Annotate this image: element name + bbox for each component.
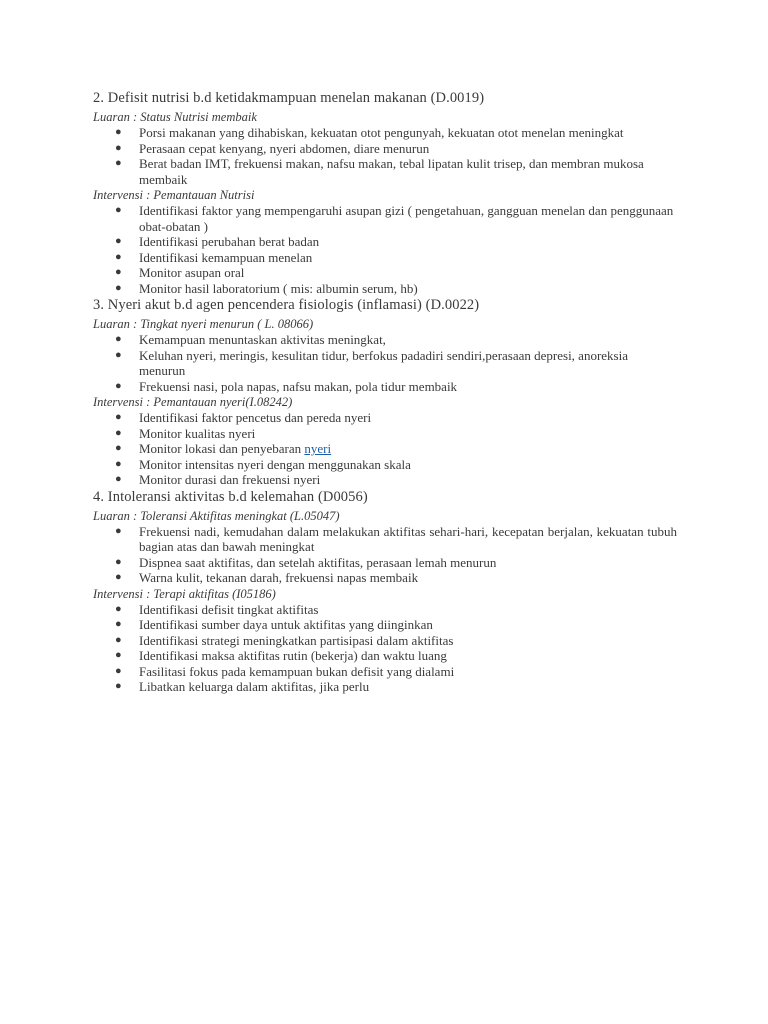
intervensi-label: Intervensi : Pemantauan Nutrisi (93, 188, 255, 202)
bullet-icon: ● (115, 680, 122, 692)
section-intoleransi-aktivitas (93, 488, 677, 695)
bullet-icon: ● (115, 602, 122, 615)
bullet-icon: ● (115, 281, 122, 294)
bullet-icon: ● (115, 126, 122, 138)
luaran-list (93, 125, 677, 187)
luaran-label: Luaran : Status Nutrisi membaik (93, 110, 257, 124)
list-item: ● Monitor intensitas nyeri dengan menggunakan skala (115, 456, 411, 472)
list-item: ● Monitor kualitas nyeri (115, 425, 256, 441)
section-heading: 2. Defisit nutrisi b.d ketidakmampuan menelan makanan (D.0019) (93, 90, 485, 106)
list-item: ● Identifikasi sumber daya untuk aktifitas yang diinginkan (115, 617, 433, 632)
list-item: ● Identifikasi strategi meningkatkan partisipasi dalam aktifitas (115, 632, 454, 648)
bullet-icon: ● (115, 379, 122, 392)
list-item: ● Keluhan nyeri, meringis, kesulitan tidur, berfokus padadiri sendiri,perasaan depresi, anoreksia menurun (115, 347, 628, 378)
bullet-icon: ● (115, 426, 122, 439)
bullet-icon: ● (115, 649, 122, 661)
bullet-icon: ● (115, 442, 122, 454)
bullet-icon: ● (115, 457, 122, 470)
list-item: ● Porsi makanan yang dihabiskan, kekuatan otot pengunyah, kekuatan otot menelan meningkat (115, 125, 624, 140)
section-nyeri-akut (93, 296, 677, 488)
list-item: ● Perasaan cepat kenyang, nyeri abdomen, diare menurun (115, 140, 430, 156)
bullet-icon: ● (115, 250, 122, 263)
list-item: ● Identifikasi kemampuan menelan (115, 249, 313, 265)
list-item: ● Monitor hasil laboratorium ( mis: albumin serum, hb) (115, 280, 418, 296)
bullet-icon: ● (115, 633, 122, 646)
luaran-list (93, 332, 677, 394)
list-item: ● Identifikasi faktor yang mempengaruhi asupan gizi ( pengetahuan, gangguan menelan dan penggunaan obat-obatan ) (115, 203, 674, 234)
bullet-icon: ● (115, 348, 122, 361)
section-defisit-nutrisi (93, 89, 677, 296)
list-item: ● Identifikasi defisit tingkat aktifitas (115, 601, 319, 617)
bullet-icon: ● (115, 235, 122, 247)
bullet-icon: ● (115, 333, 122, 345)
list-item: ● Frekuensi nasi, pola napas, nafsu makan, pola tidur membaik (115, 378, 458, 394)
list-item: ● Kemampuan menuntaskan aktivitas meningkat, (115, 332, 386, 347)
luaran-label: Luaran : Tingkat nyeri menurun ( L. 08066) (93, 317, 314, 331)
list-item: ● Identifikasi maksa aktifitas rutin (bekerja) dan waktu luang (115, 648, 447, 663)
list-item: ● Identifikasi perubahan berat badan (115, 234, 320, 249)
section-heading: 4. Intoleransi aktivitas b.d kelemahan (D0056) (93, 488, 368, 505)
luaran-list (93, 524, 677, 586)
bullet-icon: ● (115, 473, 122, 485)
section-heading: 3. Nyeri akut b.d agen pencendera fisiologis (inflamasi) (D.0022) (93, 297, 480, 313)
list-item: ● Monitor lokasi dan penyebaran nyeri (115, 441, 332, 456)
intervensi-label: Intervensi : Terapi aktifitas (I05186) (93, 586, 276, 601)
nyeri-link[interactable]: nyeri (304, 441, 332, 456)
list-item: ● Fasilitasi fokus pada kemampuan bukan defisit yang dialami (115, 663, 455, 679)
bullet-icon: ● (115, 266, 122, 278)
list-item: ● Libatkan keluarga dalam aktifitas, jika perlu (115, 679, 370, 694)
bullet-icon: ● (115, 618, 122, 630)
bullet-icon: ● (115, 524, 122, 537)
intervensi-list (93, 602, 677, 695)
bullet-icon: ● (115, 411, 122, 423)
list-item: ● Berat badan IMT, frekuensi makan, nafsu makan, tebal lipatan kulit trisep, dan membran mukosa membaik (115, 156, 644, 187)
list-item: ● Dispnea saat aktifitas, dan setelah aktifitas, perasaan lemah menurun (115, 554, 497, 570)
luaran-label: Luaran : Toleransi Aktifitas meningkat (L.05047) (93, 508, 340, 523)
list-item: ● Warna kulit, tekanan darah, frekuensi napas membaik (115, 570, 419, 585)
intervensi-list (93, 410, 677, 488)
bullet-icon: ● (115, 664, 122, 677)
list-item: ● Monitor asupan oral (115, 265, 245, 280)
document-content (93, 89, 677, 695)
list-item: ● Identifikasi faktor pencetus dan pereda nyeri (115, 410, 372, 425)
list-item: ● Frekuensi nadi, kemudahan dalam melakukan aktifitas sehari-hari, kecepatan berjalan, kekuatan tubuh bagian atas dan bawah meningkat (115, 523, 677, 554)
intervensi-label: Intervensi : Pemantauan nyeri(I.08242) (93, 395, 293, 409)
bullet-icon: ● (115, 141, 122, 154)
bullet-icon: ● (115, 571, 122, 583)
bullet-icon: ● (115, 555, 122, 568)
bullet-icon: ● (115, 204, 122, 216)
list-item: ● Monitor durasi dan frekuensi nyeri (115, 472, 321, 487)
intervensi-list (93, 203, 677, 296)
bullet-icon: ● (115, 157, 122, 169)
